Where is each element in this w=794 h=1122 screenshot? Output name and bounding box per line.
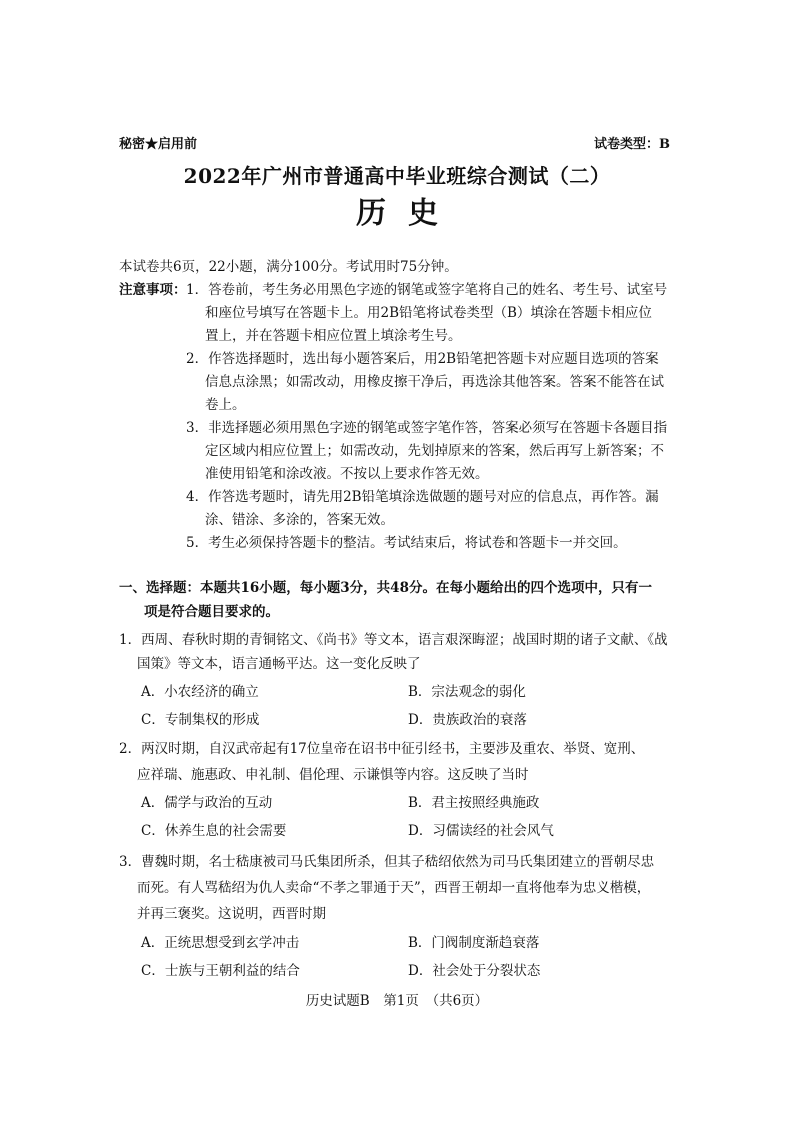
- question-stem: 并再三褒奖。这说明，西晋时期: [137, 906, 326, 922]
- notice-line: 准使用铅笔和涂改液。不按以上要求作答无效。: [205, 466, 489, 482]
- notice-label: 注意事项：: [119, 282, 187, 298]
- notice-line: 5．考生必须保持答题卡的整洁。考试结束后，将试卷和答题卡一并交回。: [186, 535, 627, 551]
- notice-line: 和座位号填写在答题卡上。用2B铅笔将试卷类型（B）填涂在答题卡相应位: [205, 305, 652, 321]
- option-d: D．习儒读经的社会风气: [408, 823, 554, 839]
- exam-title: 2022年广州市普通高中毕业班综合测试（二）: [183, 164, 611, 188]
- notice-line: 4．作答选考题时，请先用2B铅笔填涂选做题的题号对应的信息点，再作答。漏: [186, 489, 659, 505]
- option-c: C．士族与王朝利益的结合: [141, 963, 300, 979]
- option-a: A．正统思想受到玄学冲击: [141, 935, 300, 951]
- notice-line: 涂、错涂、多涂的，答案无效。: [205, 512, 394, 528]
- section-heading-cont: 项是符合题目要求的。: [144, 604, 279, 620]
- option-c: C．专制集权的形成: [141, 712, 260, 728]
- question-stem: 1．西周、春秋时期的青铜铭文、《尚书》等文本，语言艰深晦涩；战国时期的诸子文献、《战: [119, 632, 668, 648]
- option-a: A．小农经济的确立: [141, 684, 259, 700]
- notice-line: 2．作答选择题时，选出每小题答案后，用2B铅笔把答题卡对应题目选项的答案: [186, 351, 659, 367]
- question-stem: 2．两汉时期，自汉武帝起有17位皇帝在诏书中征引经书，主要涉及重农、举贤、宽刑、: [119, 741, 645, 757]
- option-a: A．儒学与政治的互动: [141, 795, 273, 811]
- option-d: D．社会处于分裂状态: [408, 963, 541, 979]
- option-b: B．宗法观念的弱化: [408, 684, 526, 700]
- paper-type-label: 试卷类型：B: [594, 137, 670, 152]
- notice-line: 信息点涂黑；如需改动，用橡皮擦干净后，再选涂其他答案。答案不能答在试: [205, 374, 664, 390]
- option-d: D．贵族政治的衰落: [408, 712, 527, 728]
- notice-line: 3．非选择题必须用黑色字迹的钢笔或签字笔作答，答案必须写在答题卡各题目指: [186, 420, 668, 436]
- notice-line: 定区域内相应位置上；如需改动，先划掉原来的答案，然后再写上新答案；不: [205, 443, 664, 459]
- notice-line: 卷上。: [205, 397, 246, 413]
- page-footer: 历史试题B 第1页 （共6页）: [305, 993, 489, 1009]
- question-stem: 国策》等文本，语言通畅平达。这一变化反映了: [137, 656, 421, 672]
- question-stem: 应祥瑞、施惠政、申礼制、倡伦理、示谦惧等内容。这反映了当时: [137, 767, 529, 783]
- notice-line: 置上，并在答题卡相应位置上填涂考生号。: [205, 328, 462, 344]
- option-c: C．休养生息的社会需要: [141, 823, 287, 839]
- section-heading: 一、选择题：本题共16小题，每小题3分，共48分。在每小题给出的四个选项中，只有一: [119, 580, 652, 596]
- notice-line: 1．答卷前，考生务必用黑色字迹的钢笔或签字笔将自己的姓名、考生号、试室号: [186, 282, 668, 298]
- question-stem: 3．曹魏时期，名士嵇康被司马氏集团所杀，但其子嵇绍依然为司马氏集团建立的晋朝尽忠: [119, 854, 655, 870]
- option-b: B．君主按照经典施政: [408, 795, 540, 811]
- question-stem: 而死。有人骂嵇绍为仇人卖命“不孝之罪通于天”，西晋王朝却一直将他奉为忠义楷模，: [137, 880, 651, 896]
- option-b: B．门阀制度渐趋衰落: [408, 935, 540, 951]
- paper-intro: 本试卷共6页，22小题，满分100分。考试用时75分钟。: [119, 259, 458, 275]
- subject-title: 历史: [356, 196, 460, 231]
- confidential-label: 秘密★启用前: [119, 137, 198, 152]
